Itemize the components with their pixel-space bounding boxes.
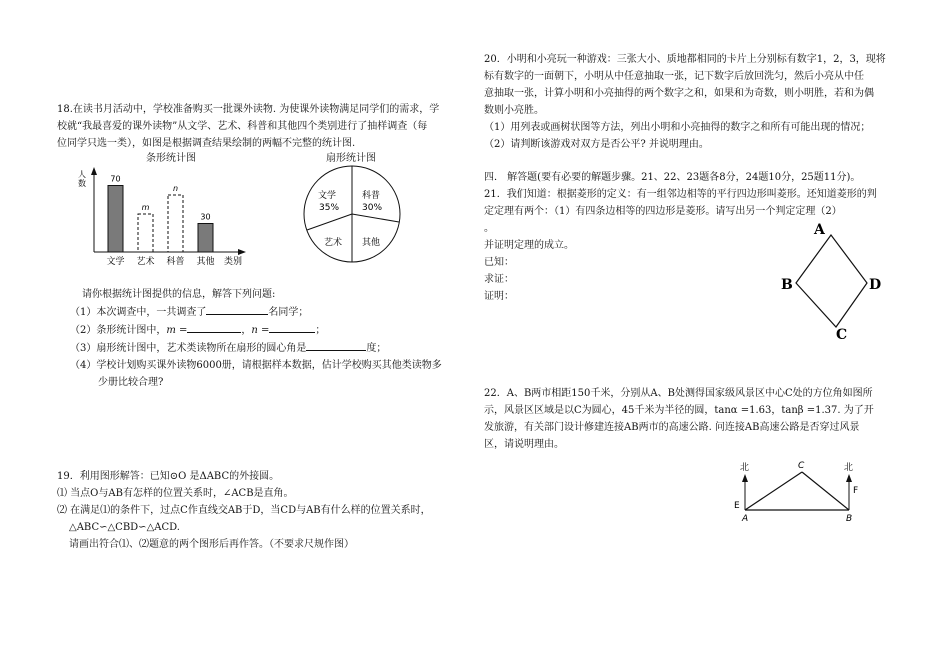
north-label-a: 北 <box>740 463 750 473</box>
q22-line: 22．A、B两市相距150千米，分别从A、B处测得国家级风景区中心C处的方位角如图所 <box>484 388 873 399</box>
question-18-intro <box>57 101 439 152</box>
pie-chart <box>300 163 410 273</box>
q18-line: 校就“我最喜爱的课外读物”从文学、艺术、科普和其他四个类别进行了抽样调查（每 <box>57 121 428 132</box>
pie-label-science: 科普 <box>362 191 381 201</box>
pie-chart-title: 扇形统计图 <box>326 153 376 164</box>
q21-line: 求证： <box>484 274 514 285</box>
pie-label-art: 艺术 <box>324 238 343 248</box>
rhombus-shape <box>796 235 867 327</box>
bar-category-label: 其他 <box>196 257 215 267</box>
q20-line: （2）请判断该游戏对双方是否公平? 并说明理由。 <box>484 139 709 150</box>
bar-2 <box>168 195 183 252</box>
bar-chart <box>70 163 250 273</box>
bar-value-label: 70 <box>110 174 121 184</box>
vertex-label-d: D <box>869 277 882 293</box>
q21-line: 并证明定理的成立。 <box>484 240 574 251</box>
q21-line: 。 <box>484 223 494 234</box>
pie-pct-literature: 35% <box>319 203 340 213</box>
answer-blank[interactable] <box>206 303 268 315</box>
q18-questions <box>70 286 442 391</box>
y-axis-arrow <box>91 167 97 175</box>
answer-blank-angle[interactable] <box>306 339 366 351</box>
point-label-e: E <box>734 501 740 511</box>
bar-value-label: m <box>141 203 150 212</box>
bar-category-label: 文学 <box>106 257 125 267</box>
rhombus-figure <box>778 220 888 345</box>
q18-prompt: 请你根据统计图提供的信息，解答下列问题: <box>82 289 276 300</box>
q22-line: 发旅游，有关部门设计修建连接AB两市的高速公路. 问连接AB高速公路是否穿过风景 <box>484 422 860 433</box>
q21-line: 21．我们知道：根据菱形的定义：有一组邻边相等的平行四边形叫菱形。还知道菱形的判 <box>484 189 877 200</box>
bar-category-label: 艺术 <box>136 257 155 267</box>
question-20 <box>484 51 886 153</box>
q19-line: ⑵ 在满足⑴的条件下，过点C作直线交AB于D，当CD与AB有什么样的位置关系时， <box>57 505 431 516</box>
q22-line: 示，风景区区域是以C为圆心，45千米为半径的圆，tanα =1.63，tanβ =1.37. 为了开 <box>484 405 874 416</box>
q18-item-2: （2）条形统计图中，m = ，n = ； <box>70 321 442 339</box>
direction-figure <box>730 458 860 528</box>
bar-category-label: 科普 <box>166 257 185 267</box>
y-axis-label-1: 人 <box>78 170 86 179</box>
bar-value-label: n <box>172 184 179 193</box>
q18-line: 位同学只选一类），如图是根据调查结果绘制的两幅不完整的统计图. <box>57 138 356 149</box>
q20-line: 意抽取一张，计算小明和小亮抽得的两个数字之和，如果和为奇数，则小明胜，若和为偶 <box>484 88 874 99</box>
bar-3 <box>198 224 213 253</box>
bar-1 <box>138 214 153 252</box>
q19-line: 19．利用图形解答：已知⊙O 是ΔABC的外接圆。 <box>57 471 280 482</box>
point-label-b: B <box>846 514 853 524</box>
q20-line: 标有数字的一面朝下，小明从中任意抽取一张，记下数字后放回洗匀，然后小亮从中任 <box>484 71 864 82</box>
section-4-heading: 四． 解答题(要有必要的解题步骤。21、22、23题各8分，24题10分，25题11分)。 <box>484 172 861 183</box>
pie-label-other: 其他 <box>362 238 381 248</box>
bar-0 <box>108 186 123 253</box>
north-label-b: 北 <box>844 463 854 473</box>
q22-line: 区，请说明理由。 <box>484 439 564 450</box>
q20-line: 20．小明和小亮玩一种游戏：三张大小、质地都相同的卡片上分别标有数字1，2，3，现将 <box>484 54 886 65</box>
q18-item-1: （1）本次调查中，一共调查了 名同学； <box>70 303 442 321</box>
q19-line: △ABC∽△CBD∽△ACD. <box>69 522 180 533</box>
q18-item-4b: 少册比较合理? <box>98 377 164 388</box>
bar-chart-title: 条形统计图 <box>146 153 196 164</box>
x-axis-label: 类别 <box>224 257 243 267</box>
point-label-f: F <box>853 486 859 496</box>
answer-blank-m[interactable] <box>187 321 241 333</box>
q18-line: 18.在读书月活动中，学校准备购买一批课外读物. 为使课外读物满足同学们的需求，学 <box>57 104 440 115</box>
segment-ac <box>745 472 802 510</box>
q19-line: ⑴ 当点O与AB有怎样的位置关系时，∠ACB是直角。 <box>57 488 294 499</box>
segment-bc <box>802 472 849 510</box>
q21-line: 定定理有两个：（1）有四条边相等的四边形是菱形。请写出另一个判定定理（2） <box>484 206 842 217</box>
q18-item-4a: （4）学校计划购买课外读物6000册，请根据样本数据，估计学校购买其他类读物多 <box>70 360 442 371</box>
vertex-label-a: A <box>814 222 825 238</box>
q20-line: 数则小亮胜。 <box>484 105 544 116</box>
x-axis-arrow <box>238 249 246 255</box>
pie-label-literature: 文学 <box>318 191 337 201</box>
q19-line: 请画出符合⑴、⑵题意的两个图形后再作答。（不要求尺规作图） <box>69 539 354 550</box>
y-axis-label-2: 数 <box>78 179 86 188</box>
bar-value-label: 30 <box>200 212 211 222</box>
q18-item-3: （3）扇形统计图中，艺术类读物所在扇形的圆心角是 度； <box>70 339 442 357</box>
vertex-label-c: C <box>836 327 848 343</box>
q20-line: （1）用列表或画树状图等方法，列出小明和小亮抽得的数字之和所有可能出现的情况； <box>484 122 871 133</box>
question-19 <box>57 468 431 553</box>
pie-pct-science: 30% <box>362 203 383 213</box>
question-22 <box>484 385 874 453</box>
q21-line: 证明： <box>484 291 514 302</box>
vertex-label-b: B <box>781 277 793 293</box>
point-label-c: C <box>798 461 805 471</box>
q21-line: 已知： <box>484 257 514 268</box>
north-arrow-b <box>846 474 852 482</box>
north-arrow-a <box>742 474 748 482</box>
point-label-a: A <box>742 514 749 524</box>
answer-blank-n[interactable] <box>269 321 315 333</box>
